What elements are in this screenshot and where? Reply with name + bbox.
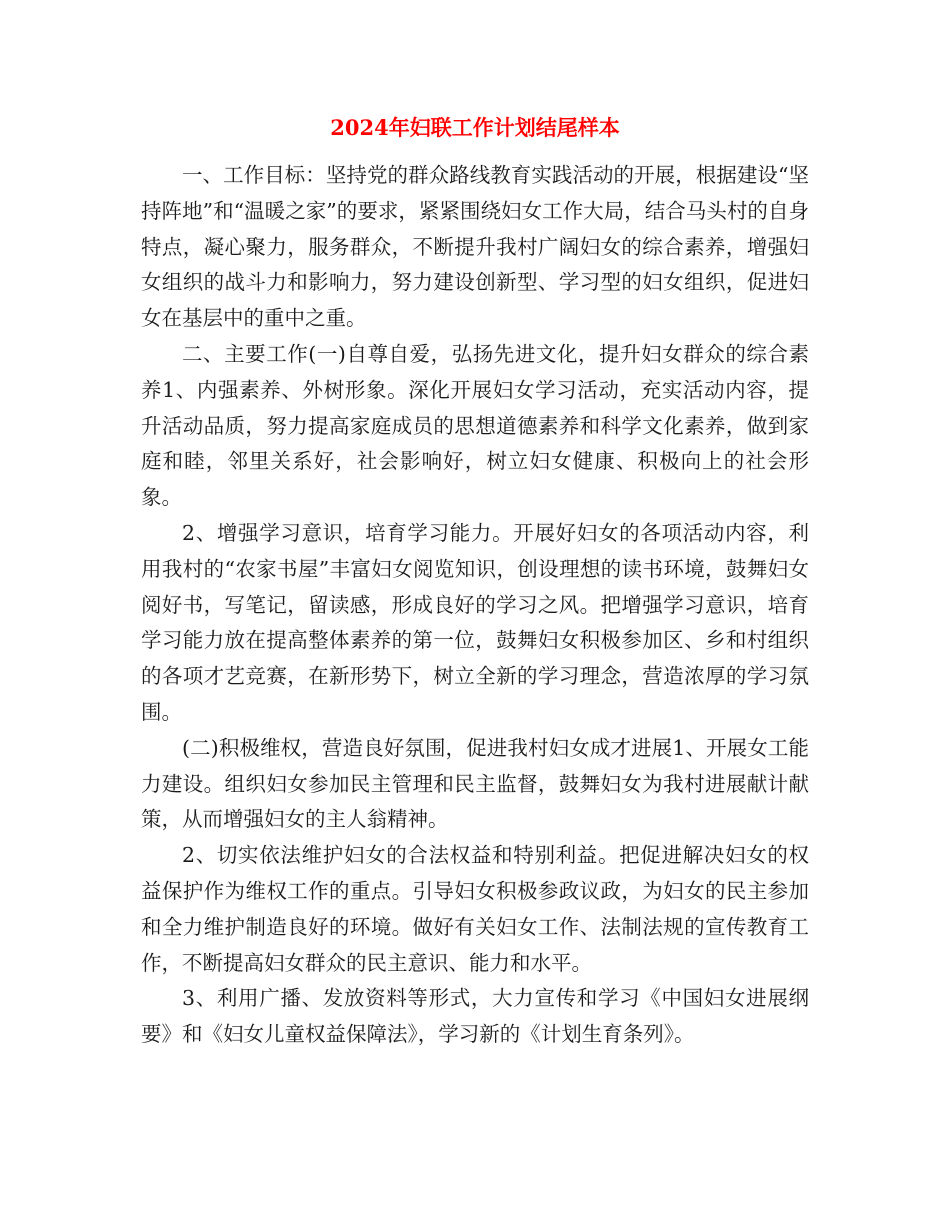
paragraph-work-goals: 一、工作目标：坚持党的群众路线教育实践活动的开展，根据建设“坚持阵地”和“温暖之家”的要求，紧紧围绕妇女工作大局，结合马头村的自身特点，凝心聚力，服务群众，不断提升我村广阔妇女的综合素养，增强妇女组织的战斗力和影响力，努力建设创新型、学习型的妇女组织，促进妇女在基层中的重中之重。 <box>141 163 809 331</box>
paragraph-legal-protection: 2、切实依法维护妇女的合法权益和特别利益。把促进解决妇女的权益保护作为维权工作的重点。引导妇女积极参政议政，为妇女的民主参加和全力维护制造良好的环境。做好有关妇女工作、法制法规的宣传教育工作，不断提高妇女群众的民主意识、能力和水平。 <box>141 843 809 975</box>
paragraph-publicity: 3、利用广播、发放资料等形式，大力宣传和学习《中国妇女进展纲要》和《妇女儿童权益保障法》，学习新的《计划生育条列》。 <box>141 986 809 1047</box>
document-body <box>141 158 809 1053</box>
document-title: 2024年妇联工作计划结尾样本 <box>330 115 620 140</box>
paragraph-main-work-1: 二、主要工作(一)自尊自爱，弘扬先进文化，提升妇女群众的综合素养1、内强素养、外树形象。深化开展妇女学习活动，充实活动内容，提升活动品质，努力提高家庭成员的思想道德素养和科学文化素养，做到家庭和睦，邻里关系好，社会影响好，树立妇女健康、积极向上的社会形象。 <box>141 341 809 510</box>
paragraph-learning: 2、增强学习意识，培育学习能力。开展好妇女的各项活动内容，利用我村的“农家书屋”丰富妇女阅览知识，创设理想的读书环境，鼓舞妇女阅好书，写笔记，留读感，形成良好的学习之风。把增强学习意识，培育学习能力放在提高整体素养的第一位，鼓舞妇女积极参加区、乡和村组织的各项才艺竞赛，在新形势下，树立全新的学习理念，营造浓厚的学习氛围。 <box>141 520 809 724</box>
paragraph-rights: (二)积极维权，营造良好氛围，促进我村妇女成才进展1、开展女工能力建设。组织妇女参加民主管理和民主监督，鼓舞妇女为我村进展献计献策，从而增强妇女的主人翁精神。 <box>141 735 809 832</box>
